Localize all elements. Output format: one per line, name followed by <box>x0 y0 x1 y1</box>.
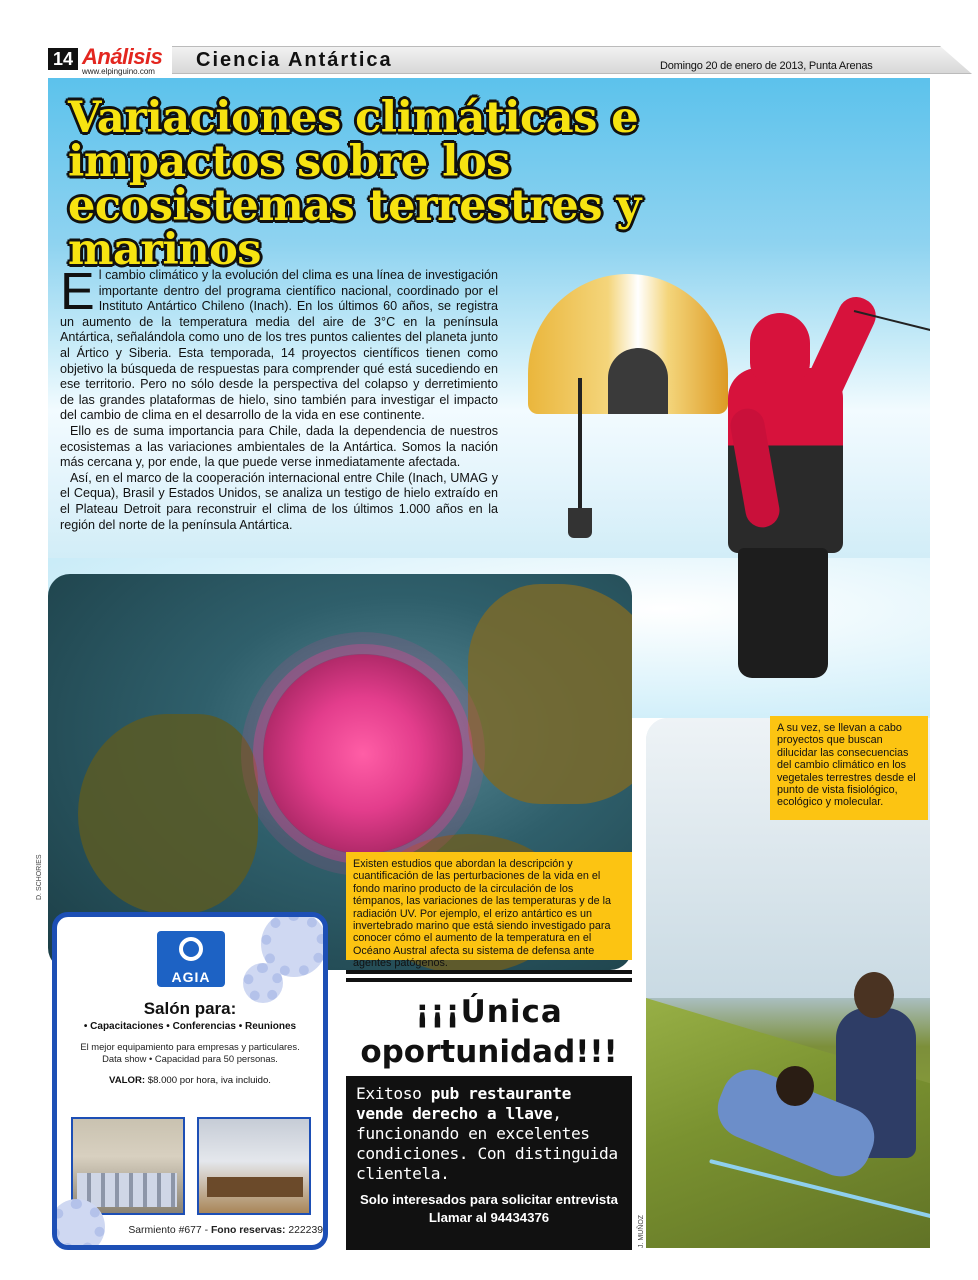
agia-advertisement[interactable] <box>52 912 328 1250</box>
body-text-bold: pub restaurante vende derecho a llave <box>356 1084 571 1123</box>
price-label: VALOR: <box>109 1075 146 1086</box>
ad-body-box <box>346 1076 632 1250</box>
gear-icon <box>52 1199 105 1250</box>
kelp <box>468 584 632 804</box>
paragraph-text: l cambio climático y la evolución del clima es una línea de investigación importante dentro del programa científico nacional, coordinado por el Instituto Antártico Chileno (Inach). En los últimos 60 años, se registra un aumento de la temperatura media del aire de 3°C en la península Antártica, señalándola como uno de los tres puntos calientes del planeta junto al Ártico y Siberia. Esta temporada, 14 proyectos científicos tienen como objetivo la búsqueda de respuestas para comprender qué está sucediendo en ese territorio. Pero no sólo desde la perspectiva del colapso y derretimiento de las grandes plataformas de hielo, sino también para investigar el impacto del cambio de clima en el desarrollo de la vida en ese continente. <box>60 268 498 423</box>
decorative-stripes <box>346 970 632 986</box>
article-paragraph: Así, en el marco de la cooperación internacional entre Chile (Inach, UMAG y el Cequa), Brasil y Estados Unidos, se analiza un testigo de hielo extraído en el Plateau Detroit para reconstruir el clima de los últimos 1.000 años en la región del norte de la península Antártica. <box>60 470 498 532</box>
meeting-table <box>207 1177 303 1197</box>
phone-label: Fono reservas: <box>210 1225 286 1236</box>
tent-door <box>608 348 668 414</box>
sea-urchin <box>263 654 463 854</box>
shovel-blade <box>568 508 592 538</box>
gear-icon <box>179 937 203 961</box>
researcher-legs <box>738 548 828 678</box>
photo-credit-urchin: D. SCHORIES <box>36 854 43 900</box>
article-body <box>60 263 498 533</box>
article-paragraph: Ello es de suma importancia para Chile, dada la dependencia de nuestros ecosistemas a las variaciones ambientales de la Antártica. Somos la nación más cercana y, por ende, la que puede verse inmediatamente afectada. <box>60 423 498 470</box>
ad-services: • Capacitaciones • Conferencias • Reuniones <box>83 1021 297 1032</box>
caption-vegetation: A su vez, se llevan a cabo proyectos que buscan dilucidar las consecuencias del cambio climático en los vegetales terrestres desde el punto de vista fisiológico, ecológico y molecular. <box>770 716 928 820</box>
headline: Variaciones climáticas e impactos sobre los ecosistemas terrestres y marinos <box>68 93 641 275</box>
ad-address <box>127 1225 323 1236</box>
caption-urchin: Existen estudios que abordan la descripción y cuantificación de las perturbaciones de la vida en el fondo marino producto de la circulación de los témpanos, las variaciones de las temperaturas y de la radiación UV. Por ejemplo, el erizo antártico es un invertebrado marino que está siendo investigado para conocer cómo el aumento de la temperatura en el Océano Austral afecta su sistema de defensa ante agentes patógenos. <box>346 852 632 960</box>
chairs <box>77 1173 177 1207</box>
ad-contact-phone: Llamar al 94434376 <box>428 1210 550 1225</box>
ad-contact-line1: Solo interesados para solicitar entrevista <box>360 1192 618 1207</box>
agia-brand: AGIA <box>171 969 211 985</box>
section-title: Ciencia Antártica <box>196 49 393 71</box>
gear-icon <box>243 963 283 1003</box>
shovel-handle <box>578 378 582 518</box>
body-text: Exitoso <box>356 1084 431 1103</box>
ad-title-line2: oportunidad!!! <box>360 1034 618 1070</box>
researcher-head <box>854 972 894 1018</box>
ad-description: El mejor equipamiento para empresas y particulares. <box>80 1041 300 1052</box>
address-text: Sarmiento #677 - <box>128 1225 211 1236</box>
newspaper-url[interactable]: www.elpinguino.com <box>82 67 155 76</box>
ad-title: Salón para: <box>143 999 237 1018</box>
researcher-head <box>776 1066 814 1106</box>
price-text: $8.000 por hora, iva incluido. <box>145 1075 271 1086</box>
ad-body-text <box>356 1084 622 1184</box>
ad-title-line1: ¡¡¡Única <box>415 994 563 1030</box>
photo-credit-moss: J. MUÑOZ <box>638 1214 645 1248</box>
ad-price <box>57 1075 323 1086</box>
issue-date: Domingo 20 de enero de 2013, Punta Arenas <box>660 60 873 72</box>
drop-cap: E <box>60 263 95 321</box>
body-text: , funcionando en excelentes condiciones. Con distinguida clientela. <box>356 1104 618 1183</box>
newspaper-logo[interactable]: Análisis <box>82 44 163 69</box>
article-paragraph <box>60 263 498 424</box>
ad-description: Data show • Capacidad para 50 personas. <box>102 1053 278 1064</box>
kelp <box>78 714 258 914</box>
phone-number: 222239 <box>285 1225 323 1236</box>
room-photo-meeting <box>197 1117 311 1215</box>
page-number: 14 <box>48 48 78 70</box>
unica-advertisement[interactable] <box>346 970 632 1250</box>
researcher-hood <box>750 313 810 383</box>
